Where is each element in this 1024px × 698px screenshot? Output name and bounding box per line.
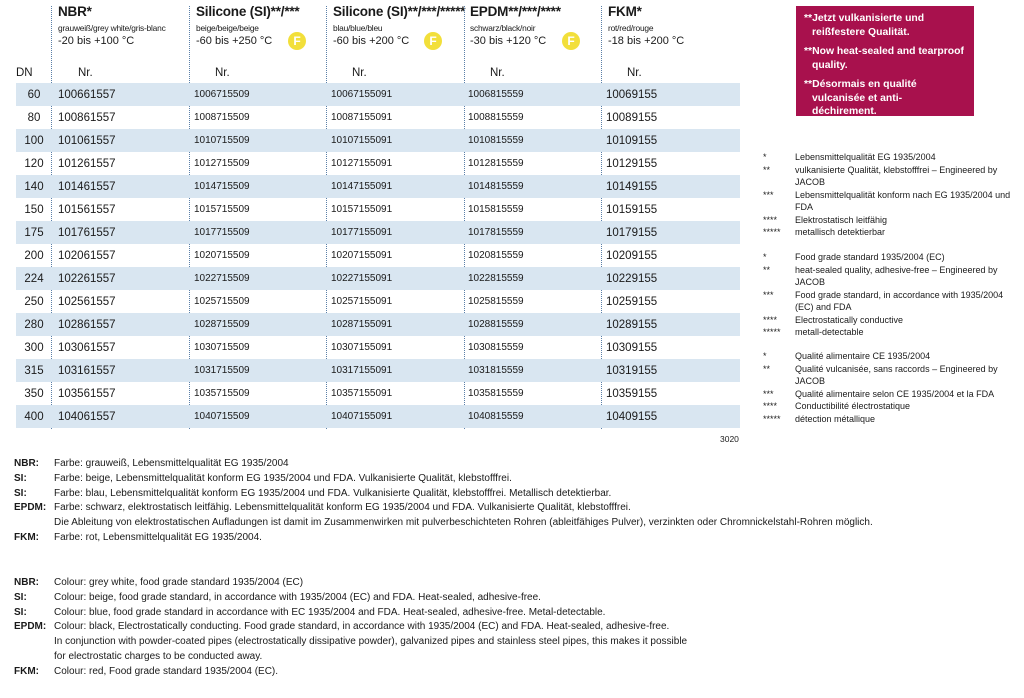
note-text: Colour: red, Food grade standard 1935/2004 (EC). xyxy=(54,665,279,677)
article-number-cell: 1020815559 xyxy=(468,250,524,261)
article-number-cell: 10109155 xyxy=(606,134,658,147)
article-number-cell: 1017815559 xyxy=(468,227,524,238)
article-number-cell: 101761557 xyxy=(58,226,116,239)
column-name: Silicone (SI)**/*** xyxy=(196,4,300,19)
note-line xyxy=(14,665,1014,680)
legend-stars: ** xyxy=(763,264,771,275)
legend-item xyxy=(763,363,1021,388)
note-line xyxy=(14,472,1014,487)
table-row xyxy=(16,336,740,359)
notice-fr: **Désormais en qualité vulcanisée et anti-déchirement. xyxy=(804,79,917,117)
dn-cell: 300 xyxy=(24,341,44,354)
dn-cell: 400 xyxy=(24,410,44,423)
article-number-cell: 100861557 xyxy=(58,111,116,124)
note-text: Colour: black, Electrostatically conducting. Food grade standard, in accordance with 1935/2004 (EC) and FDA. Heat-sealed, adhesive-free. xyxy=(54,621,670,633)
article-number-cell: 10089155 xyxy=(606,111,658,124)
note-text: Colour: beige, food grade standard, in accordance with 1935/2004 (EC) and FDA. Heat-sealed, adhesive-free. xyxy=(54,591,541,603)
article-number-cell: 1040715509 xyxy=(194,411,250,422)
article-number-cell: 1012815559 xyxy=(468,158,524,169)
article-number-cell: 1030815559 xyxy=(468,342,524,353)
note-text: Colour: grey white, food grade standard 1935/2004 (EC) xyxy=(54,577,304,588)
legend-german xyxy=(763,151,1021,239)
article-number-cell: 10087155091 xyxy=(331,112,393,123)
article-number-cell: 1017715509 xyxy=(194,227,250,238)
nr-header: Nr. xyxy=(78,67,93,79)
legend-text: Conductibilité électrostatique xyxy=(795,401,911,411)
table-row xyxy=(16,83,740,106)
legend-stars: *** xyxy=(763,289,774,300)
dn-cell: 150 xyxy=(24,203,44,216)
legend-item xyxy=(763,214,1021,227)
table-row xyxy=(16,175,740,198)
quality-notice xyxy=(796,6,974,116)
article-number-cell: 100661557 xyxy=(58,88,116,101)
article-number-cell: 10409155 xyxy=(606,410,658,423)
article-number-cell: 10127155091 xyxy=(331,158,393,169)
legend-item xyxy=(763,326,1021,339)
column-color: blau/blue/bleu xyxy=(333,23,383,33)
article-number-cell: 1025715509 xyxy=(194,296,250,307)
note-line xyxy=(14,635,1014,650)
legend-english xyxy=(763,251,1021,339)
article-number-cell: 103161557 xyxy=(58,364,116,377)
article-number-cell: 1014815559 xyxy=(468,181,524,192)
article-number-cell: 10179155 xyxy=(606,226,658,239)
note-key: EPDM: xyxy=(14,502,47,514)
legend-item xyxy=(763,413,1021,426)
legend-text: Elektrostatisch leitfähig xyxy=(795,214,888,225)
note-key: SI: xyxy=(14,487,27,499)
notice-de: **Jetzt vulkanisierte und reißfestere Qualität. xyxy=(804,13,925,38)
legend-item xyxy=(763,350,1021,363)
column-name: FKM* xyxy=(608,4,642,19)
legend-french xyxy=(763,350,1021,425)
article-number-cell: 103561557 xyxy=(58,387,116,400)
legend-stars: ***** xyxy=(763,227,781,237)
dn-cell: 350 xyxy=(24,387,44,400)
table-row xyxy=(16,129,740,152)
note-key xyxy=(14,650,54,665)
note-line xyxy=(14,457,1014,472)
table-row xyxy=(16,359,740,382)
column-header-epdm xyxy=(470,4,561,47)
article-number-cell: 102261557 xyxy=(58,272,116,285)
note-key xyxy=(14,635,54,650)
legend-stars: ** xyxy=(763,164,771,175)
column-header-fkm xyxy=(608,4,684,47)
legend-item xyxy=(763,151,1021,164)
note-key: FKM: xyxy=(14,665,39,677)
column-color: schwarz/black/noir xyxy=(470,23,536,33)
table-row xyxy=(16,405,740,428)
article-number-cell: 10177155091 xyxy=(331,227,393,238)
legend-stars: ** xyxy=(763,363,771,374)
dn-cell: 80 xyxy=(27,111,41,124)
article-number-cell: 1028815559 xyxy=(468,319,524,330)
table-row xyxy=(16,267,740,290)
article-number-cell: 10209155 xyxy=(606,249,658,262)
legend-item xyxy=(763,388,1021,401)
article-number-cell: 102861557 xyxy=(58,318,116,331)
dn-cell: 250 xyxy=(24,295,44,308)
article-number-cell: 1008715509 xyxy=(194,112,250,123)
fda-badge-icon: F xyxy=(562,32,580,50)
note-key: NBR: xyxy=(14,458,39,469)
article-number-cell: 10257155091 xyxy=(331,296,393,307)
note-line xyxy=(14,650,1014,665)
legend-item xyxy=(763,264,1021,289)
legend-text: Food grade standard, in accordance with 1935/2004 (EC) and FDA xyxy=(795,289,1004,312)
column-temperature: -30 bis +120 °C xyxy=(470,35,547,47)
note-key: FKM: xyxy=(14,531,39,543)
article-number-cell: 1010715509 xyxy=(194,135,250,146)
article-number-cell: 10317155091 xyxy=(331,365,393,376)
column-name: NBR* xyxy=(58,4,92,19)
note-text: Farbe: rot, Lebensmittelqualität EG 1935/2004. xyxy=(54,531,262,543)
legend-item xyxy=(763,251,1021,264)
note-text: Farbe: grauweiß, Lebensmittelqualität EG 1935/2004 xyxy=(54,458,289,469)
dn-cell: 175 xyxy=(24,226,44,239)
article-number-cell: 1022715509 xyxy=(194,273,250,284)
legend-text: Lebensmittelqualität konform nach EG 1935/2004 und FDA xyxy=(795,189,1011,212)
column-header-nbr xyxy=(58,4,166,47)
article-number-cell: 10157155091 xyxy=(331,204,393,215)
dn-header: DN xyxy=(16,67,33,79)
article-number-cell: 1031715509 xyxy=(194,365,250,376)
nr-header: Nr. xyxy=(627,67,642,79)
article-number-cell: 102061557 xyxy=(58,249,116,262)
article-number-cell: 10289155 xyxy=(606,318,658,331)
nr-header: Nr. xyxy=(352,67,367,79)
column-name: Silicone (SI)**/***/***** xyxy=(333,4,466,19)
legend-text: Qualité alimentaire CE 1935/2004 xyxy=(795,351,931,361)
table-row xyxy=(16,221,740,244)
article-number-cell: 104061557 xyxy=(58,410,116,423)
note-text: Farbe: schwarz, elektrostatisch leitfähig. Lebensmittelqualität konform EG 1935/2004 und FDA. Vulkanisierte Qualität, klebstofffrei. xyxy=(54,502,631,514)
legend-item xyxy=(763,189,1021,214)
article-number-cell: 10159155 xyxy=(606,203,658,216)
article-number-cell: 10207155091 xyxy=(331,250,393,261)
article-number-cell: 10229155 xyxy=(606,272,658,285)
legend-text: heat-sealed quality, adhesive-free – Engineered by JACOB xyxy=(795,264,998,287)
article-number-cell: 10309155 xyxy=(606,341,658,354)
article-number-cell: 10407155091 xyxy=(331,411,393,422)
article-number-cell: 1028715509 xyxy=(194,319,250,330)
note-key: SI: xyxy=(14,606,27,618)
column-name: EPDM**/***/**** xyxy=(470,4,561,19)
article-number-cell: 1010815559 xyxy=(468,135,524,146)
article-number-cell: 1006715509 xyxy=(194,89,250,100)
article-number-cell: 10149155 xyxy=(606,180,658,193)
article-number-cell: 10107155091 xyxy=(331,135,393,146)
legend-item xyxy=(763,314,1021,327)
article-number-cell: 10287155091 xyxy=(331,319,393,330)
article-number-cell: 1014715509 xyxy=(194,181,250,192)
legend-stars: * xyxy=(763,152,767,162)
nr-header: Nr. xyxy=(215,67,230,79)
legend-stars: *** xyxy=(763,388,774,399)
legend-stars: * xyxy=(763,252,767,262)
legend-stars: ***** xyxy=(763,413,781,424)
article-number-cell: 1035815559 xyxy=(468,388,524,399)
legend-stars: **** xyxy=(763,214,778,225)
article-number-cell: 101061557 xyxy=(58,134,116,147)
legend-text: metallisch detektierbar xyxy=(795,227,886,237)
note-line xyxy=(14,606,1014,621)
dn-cell: 224 xyxy=(24,272,44,285)
note-key: SI: xyxy=(14,472,27,484)
dn-cell: 140 xyxy=(24,180,44,193)
table-row xyxy=(16,244,740,267)
legend-stars: *** xyxy=(763,189,774,200)
legend-stars: **** xyxy=(763,401,778,411)
legend-text: metall-detectable xyxy=(795,327,864,337)
note-text: Die Ableitung von elektrostatischen Aufladungen ist damit im Zusammenwirken mit pulverbeschichteten Rohren (ableitfähiges Pulver), verzinkten oder Chromnickelstahl-Rohren möglich. xyxy=(54,517,873,529)
note-line xyxy=(14,591,1014,606)
article-number-cell: 10067155091 xyxy=(331,89,393,100)
column-color: grauweiß/grey white/gris-blanc xyxy=(58,23,166,33)
note-line xyxy=(14,516,1014,531)
note-line xyxy=(14,531,1014,546)
article-number-cell: 10227155091 xyxy=(331,273,393,284)
notes-english xyxy=(14,576,1014,680)
legend-text: détection métallique xyxy=(795,413,876,424)
article-number-cell: 1015715509 xyxy=(194,204,250,215)
note-line xyxy=(14,620,1014,635)
note-line xyxy=(14,487,1014,502)
dn-cell: 280 xyxy=(24,318,44,331)
note-text: Farbe: beige, Lebensmittelqualität konform EG 1935/2004 und FDA. Vulkanisierte Qualität, klebstofffrei. xyxy=(54,472,512,484)
legend-item xyxy=(763,289,1021,314)
notice-en: **Now heat-sealed and tearproof quality. xyxy=(804,46,964,71)
article-number-cell: 10307155091 xyxy=(331,342,393,353)
table-row xyxy=(16,382,740,405)
article-number-cell: 1025815559 xyxy=(468,296,524,307)
article-number-cell: 1030715509 xyxy=(194,342,250,353)
column-temperature: -60 bis +200 °C xyxy=(333,35,410,47)
column-temperature: -18 bis +200 °C xyxy=(608,35,685,47)
note-line xyxy=(14,576,1014,591)
legend-text: vulkanisierte Qualität, klebstofffrei – Engineered by JACOB xyxy=(795,164,998,187)
column-color: beige/beige/beige xyxy=(196,23,259,33)
dn-cell: 200 xyxy=(24,249,44,262)
column-temperature: -60 bis +250 °C xyxy=(196,35,273,47)
note-key: SI: xyxy=(14,591,27,603)
legend-item xyxy=(763,226,1021,239)
dn-cell: 60 xyxy=(27,88,41,101)
legend-text: Lebensmittelqualität EG 1935/2004 xyxy=(795,152,936,162)
article-number-cell: 1031815559 xyxy=(468,365,524,376)
note-text: Colour: blue, food grade standard in accordance with EC 1935/2004 and FDA. Heat-sealed, adhesive-free. Metal-detectable. xyxy=(54,606,606,618)
dn-cell: 100 xyxy=(24,134,44,147)
article-number-cell: 103061557 xyxy=(58,341,116,354)
article-number-cell: 1006815559 xyxy=(468,89,524,100)
article-number-cell: 102561557 xyxy=(58,295,116,308)
article-number-cell: 10319155 xyxy=(606,364,658,377)
note-key: NBR: xyxy=(14,577,39,588)
legend-stars: ***** xyxy=(763,327,781,337)
column-header-si-blue xyxy=(333,4,465,47)
fda-badge-icon: F xyxy=(424,32,442,50)
legend-stars: **** xyxy=(763,314,778,325)
table-row xyxy=(16,106,740,129)
table-code: 3020 xyxy=(720,434,739,444)
note-key xyxy=(14,516,54,531)
article-number-cell: 1040815559 xyxy=(468,411,524,422)
legend-text: Electrostatically conductive xyxy=(795,314,904,325)
fda-badge-icon: F xyxy=(288,32,306,50)
article-number-cell: 1035715509 xyxy=(194,388,250,399)
article-number-cell: 10129155 xyxy=(606,157,658,170)
article-number-cell: 10069155 xyxy=(606,88,658,101)
note-text: Farbe: blau, Lebensmittelqualität konform EG 1935/2004 und FDA. Vulkanisierte Qualität, klebstofffrei. Metallisch detektierbar. xyxy=(54,487,612,499)
article-number-cell: 1012715509 xyxy=(194,158,250,169)
article-number-cell: 101561557 xyxy=(58,203,116,216)
article-number-cell: 10147155091 xyxy=(331,181,393,192)
table-row xyxy=(16,198,740,221)
legend-text: Qualité vulcanisée, sans raccords – Engineered by JACOB xyxy=(795,363,998,386)
article-number-cell: 1020715509 xyxy=(194,250,250,261)
note-text: In conjunction with powder-coated pipes (electrostatically dissipative powder), galvanized pipes and stainless steel pipes, this makes it possible xyxy=(54,636,688,648)
column-temperature: -20 bis +100 °C xyxy=(58,35,135,47)
notes-german xyxy=(14,457,1014,546)
article-number-cell: 1008815559 xyxy=(468,112,524,123)
article-number-cell: 101461557 xyxy=(58,180,116,193)
note-line xyxy=(14,501,1014,516)
article-number-cell: 101261557 xyxy=(58,157,116,170)
column-header-si-beige xyxy=(196,4,299,47)
table-body xyxy=(16,83,740,428)
table-row xyxy=(16,313,740,336)
table-row xyxy=(16,290,740,313)
dn-cell: 315 xyxy=(24,364,44,377)
legend-item xyxy=(763,164,1021,189)
legend-stars: * xyxy=(763,351,767,361)
legend-text: Food grade standard 1935/2004 (EC) xyxy=(795,252,945,262)
article-number-cell: 10259155 xyxy=(606,295,658,308)
legend-item xyxy=(763,400,1021,413)
table-row xyxy=(16,152,740,175)
note-text: for electrostatic charges to be conducted away. xyxy=(54,650,263,662)
seal-table xyxy=(0,0,745,450)
legend-text: Qualité alimentaire selon CE 1935/2004 et la FDA xyxy=(795,388,995,399)
dn-cell: 120 xyxy=(24,157,44,170)
column-color: rot/red/rouge xyxy=(608,23,654,33)
article-number-cell: 10359155 xyxy=(606,387,658,400)
nr-header: Nr. xyxy=(490,67,505,79)
article-number-cell: 1022815559 xyxy=(468,273,524,284)
article-number-cell: 10357155091 xyxy=(331,388,393,399)
article-number-cell: 1015815559 xyxy=(468,204,524,215)
note-key: EPDM: xyxy=(14,621,47,633)
